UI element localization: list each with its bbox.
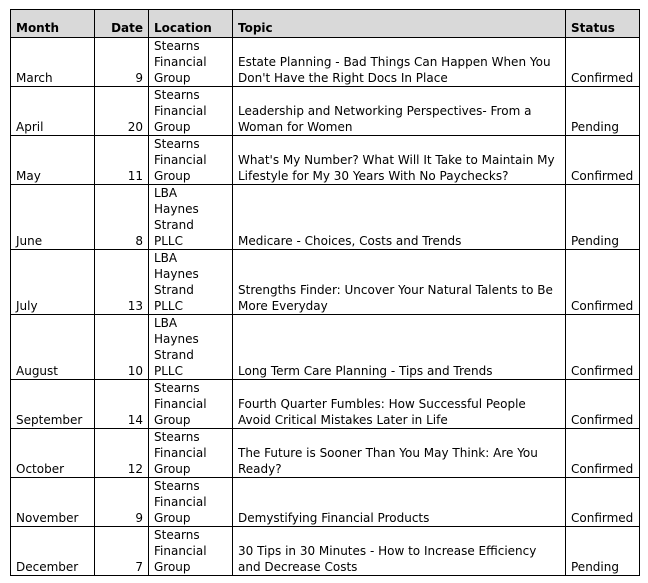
location-line: Haynes [154,267,199,281]
location-line: Group [154,462,191,476]
table-row [11,250,640,315]
month-cell: September [11,380,95,429]
date-cell: 14 [95,380,149,429]
location-line: PLLC [154,299,183,313]
location-line: PLLC [154,234,183,248]
date-cell: 9 [95,38,149,87]
location-line: Stearns [154,528,200,542]
location-line: LBA [154,316,178,330]
location-line: Stearns [154,381,200,395]
date-cell: 12 [95,429,149,478]
topic-cell: Fourth Quarter Fumbles: How Successful People Avoid Critical Mistakes Later in Life [233,380,566,429]
location-cell [149,527,233,576]
location-line: Group [154,413,191,427]
location-cell [149,315,233,380]
date-cell: 7 [95,527,149,576]
column-header-location: Location [149,10,233,38]
table-row [11,478,640,527]
location-cell [149,380,233,429]
column-header-date: Date [95,10,149,38]
topic-cell: Strengths Finder: Uncover Your Natural Talents to Be More Everyday [233,250,566,315]
status-cell: Confirmed [566,380,640,429]
topic-cell: The Future is Sooner Than You May Think: Are You Ready? [233,429,566,478]
month-cell: May [11,136,95,185]
location-line: Group [154,120,191,134]
month-cell: June [11,185,95,250]
location-line: Stearns [154,88,200,102]
location-cell [149,250,233,315]
status-cell: Confirmed [566,429,640,478]
status-cell: Confirmed [566,478,640,527]
month-cell: March [11,38,95,87]
location-line: Stearns [154,137,200,151]
date-cell: 20 [95,87,149,136]
location-line: Group [154,71,191,85]
location-line: Stearns [154,39,200,53]
location-cell [149,136,233,185]
location-line: Stearns [154,479,200,493]
location-line: LBA [154,251,178,265]
status-cell: Pending [566,527,640,576]
date-cell: 11 [95,136,149,185]
column-header-topic: Topic [233,10,566,38]
location-cell [149,38,233,87]
status-cell: Confirmed [566,315,640,380]
table-row [11,185,640,250]
location-cell [149,185,233,250]
location-line: Group [154,169,191,183]
month-cell: July [11,250,95,315]
table-row [11,380,640,429]
location-cell [149,87,233,136]
location-line: Financial [154,104,207,118]
location-line: Financial [154,397,207,411]
table-row [11,527,640,576]
location-line: Haynes [154,332,199,346]
topic-cell: What's My Number? What Will It Take to Maintain My Lifestyle for My 30 Years With No Paychecks? [233,136,566,185]
month-cell: December [11,527,95,576]
topic-cell: Demystifying Financial Products [233,478,566,527]
column-header-status: Status [566,10,640,38]
status-cell: Confirmed [566,136,640,185]
location-line: Stearns [154,430,200,444]
location-line: Strand [154,283,194,297]
column-header-month: Month [11,10,95,38]
table-row [11,429,640,478]
location-line: Strand [154,348,194,362]
event-schedule-table [10,9,640,576]
location-line: Haynes [154,202,199,216]
topic-cell: Estate Planning - Bad Things Can Happen When You Don't Have the Right Docs In Place [233,38,566,87]
location-cell [149,429,233,478]
month-cell: April [11,87,95,136]
table-row [11,136,640,185]
topic-cell: Leadership and Networking Perspectives- From a Woman for Women [233,87,566,136]
status-cell: Pending [566,185,640,250]
location-line: Strand [154,218,194,232]
table-row [11,315,640,380]
status-cell: Pending [566,87,640,136]
location-line: LBA [154,186,178,200]
date-cell: 13 [95,250,149,315]
location-line: Financial [154,55,207,69]
status-cell: Confirmed [566,38,640,87]
location-line: Financial [154,544,207,558]
table-row [11,38,640,87]
header-row [11,10,640,38]
month-cell: November [11,478,95,527]
date-cell: 8 [95,185,149,250]
month-cell: October [11,429,95,478]
location-cell [149,478,233,527]
location-line: Financial [154,495,207,509]
location-line: PLLC [154,364,183,378]
month-cell: August [11,315,95,380]
location-line: Financial [154,446,207,460]
topic-cell: 30 Tips in 30 Minutes - How to Increase Efficiency and Decrease Costs [233,527,566,576]
location-line: Group [154,560,191,574]
topic-cell: Medicare - Choices, Costs and Trends [233,185,566,250]
location-line: Financial [154,153,207,167]
status-cell: Confirmed [566,250,640,315]
date-cell: 10 [95,315,149,380]
location-line: Group [154,511,191,525]
date-cell: 9 [95,478,149,527]
topic-cell: Long Term Care Planning - Tips and Trends [233,315,566,380]
table-row [11,87,640,136]
